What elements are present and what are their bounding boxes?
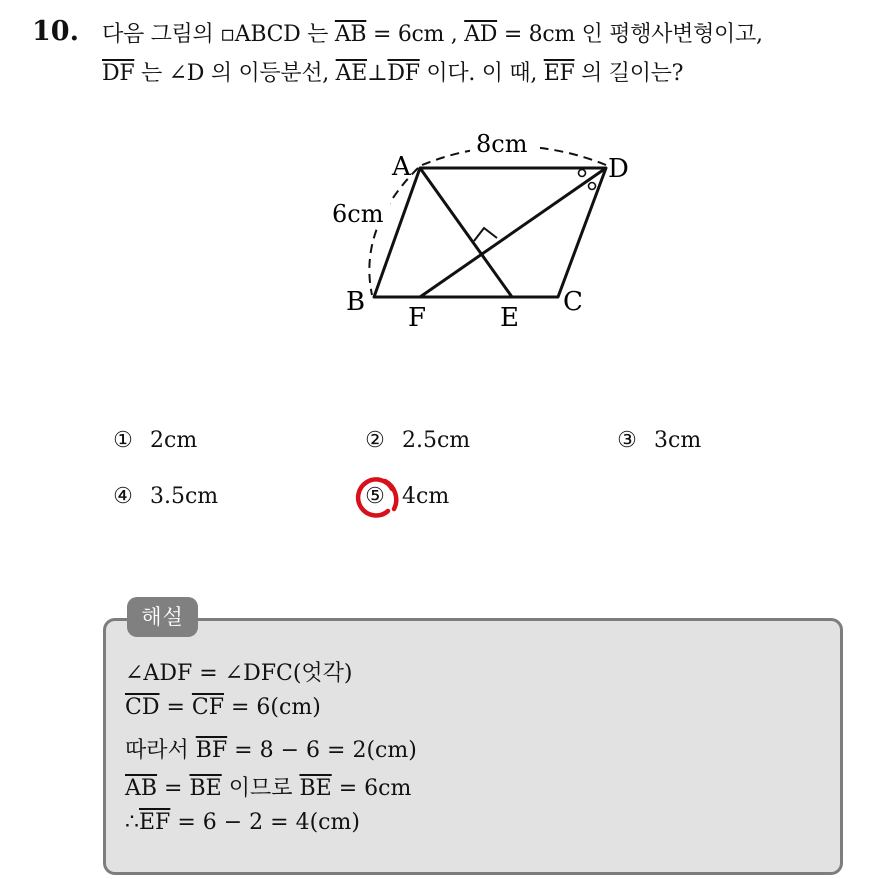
question-text: 의 길이는? xyxy=(574,61,684,86)
question-text: = 6cm , xyxy=(366,22,465,47)
choice-number: ③ xyxy=(617,428,637,453)
choice-1[interactable] xyxy=(110,428,197,453)
question-line-2 xyxy=(102,56,683,87)
vertex-label-a: A xyxy=(392,152,411,182)
solution-text: 따라서 xyxy=(125,738,196,763)
segment-ab: $\overline{AB}$ xyxy=(334,22,367,47)
segment-ab: $\overline{AB}$ xyxy=(125,776,158,801)
choice-number: ① xyxy=(113,428,133,453)
solution-text: = 6 − 2 = 4(cm) xyxy=(170,810,360,835)
right-angle-mark xyxy=(474,228,497,241)
choice-2[interactable] xyxy=(362,428,470,453)
solution-text: 이므로 xyxy=(221,776,300,801)
length-label-top: 8cm xyxy=(476,130,528,158)
solution-text: = 6(cm) xyxy=(224,695,321,720)
parallelogram-figure xyxy=(300,120,660,340)
segment-ae: $\overline{AE}$ xyxy=(335,61,368,86)
segment-ad: $\overline{AD}$ xyxy=(464,22,498,47)
segment-df-line xyxy=(420,168,606,297)
segment-cd: $\overline{CD}$ xyxy=(125,695,160,720)
solution-text: = xyxy=(157,776,190,801)
question-text: 는 ∠D 의 이등분선, xyxy=(134,61,336,86)
choice-number: ⑤ xyxy=(365,484,385,509)
solution-text: = xyxy=(159,695,192,720)
question-number: 10. xyxy=(32,16,79,47)
solution-line-4 xyxy=(125,771,411,802)
vertex-label-b: B xyxy=(346,287,366,317)
solution-line-5 xyxy=(125,810,360,835)
choice-text: 4cm xyxy=(402,484,450,509)
solution-text: = 6cm xyxy=(331,776,412,801)
choice-4[interactable] xyxy=(110,484,218,509)
length-label-left: 6cm xyxy=(332,200,384,228)
question-text: = 8cm 인 평행사변형이고, xyxy=(497,22,763,47)
segment-cf: $\overline{CF}$ xyxy=(191,695,225,720)
segment-ef: $\overline{EF}$ xyxy=(543,61,575,86)
segment-df: $\overline{DF}$ xyxy=(102,61,135,86)
segment-be: $\overline{BE}$ xyxy=(299,776,332,801)
solution-line-3 xyxy=(125,733,417,764)
segment-ef: $\overline{EF}$ xyxy=(139,810,171,835)
solution-line-1: ∠ADF = ∠DFC(엇각) xyxy=(125,661,353,686)
perpendicular-symbol: ⊥ xyxy=(367,61,388,86)
solution-text: = 8 − 6 = 2(cm) xyxy=(227,738,417,763)
answer-mark-circle xyxy=(352,473,400,521)
segment-ae-line xyxy=(420,168,512,297)
segment-df: $\overline{DF}$ xyxy=(387,61,420,86)
solution-tab-label: 해설 xyxy=(127,597,198,637)
point-label-f: F xyxy=(408,303,427,333)
choice-text: 3cm xyxy=(654,428,702,453)
choice-number: ④ xyxy=(113,484,133,509)
left-dimension-arc xyxy=(369,168,418,295)
vertex-label-c: C xyxy=(563,287,583,317)
solution-line-2 xyxy=(125,695,321,720)
choice-number: ② xyxy=(365,428,385,453)
segment-bf: $\overline{BF}$ xyxy=(195,738,228,763)
therefore-symbol: ∴ xyxy=(125,810,139,835)
point-label-e: E xyxy=(500,303,519,333)
question-text: 다음 그림의 ▫ABCD 는 xyxy=(102,22,335,47)
choice-3[interactable] xyxy=(614,428,701,453)
choice-text: 2.5cm xyxy=(402,428,471,453)
question-line-1 xyxy=(102,17,763,48)
question-text: 이다. 이 때, xyxy=(419,61,544,86)
choice-text: 2cm xyxy=(150,428,198,453)
choice-text: 3.5cm xyxy=(150,484,219,509)
angle-mark-d-1 xyxy=(579,170,586,177)
vertex-label-d: D xyxy=(608,154,629,184)
segment-be: $\overline{BE}$ xyxy=(189,776,222,801)
angle-mark-d-2 xyxy=(589,183,596,190)
